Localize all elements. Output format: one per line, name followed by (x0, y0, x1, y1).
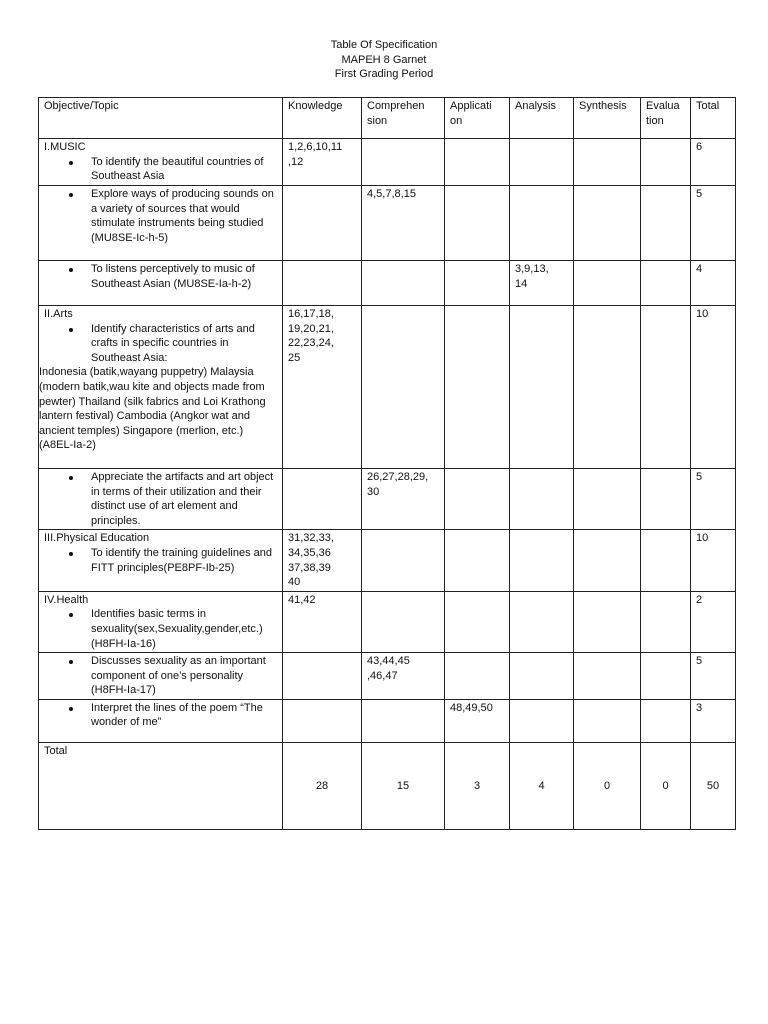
synthesis-cell (574, 139, 641, 186)
knowledge-cell (283, 185, 362, 260)
table-row (39, 305, 736, 468)
row-total-cell: 4 (691, 260, 736, 305)
title-line-3: First Grading Period (334, 68, 434, 80)
header-synthesis: Synthesis (574, 98, 641, 139)
evaluation-cell (641, 468, 691, 529)
objective-cell (39, 305, 283, 468)
knowledge-cell: 41,42 (283, 591, 362, 652)
section-heading: I.MUSIC (44, 141, 86, 154)
knowledge-cell (283, 699, 362, 742)
objective-detail: Indonesia (batik,wayang puppetry) Malaysia (modern batik,wau kite and objects made from pewter) Thailand (silk fabrics and Loi Krathong lantern festival) Cambodia (Angkor wat and ancient temples) Singapore (merlion, etc.) (A8EL-Ia-2) (39, 366, 266, 452)
objective-cell (39, 653, 283, 700)
application-cell (445, 530, 510, 591)
totals-total: 50 (691, 742, 736, 829)
comprehension-cell (362, 591, 445, 652)
row-total-cell: 5 (691, 653, 736, 700)
header-comprehension: Comprehen sion (362, 98, 445, 139)
objective-cell (39, 468, 283, 529)
objective-cell (39, 185, 283, 260)
table-row (39, 591, 736, 652)
objective-item: Appreciate the artifacts and art object in terms of their utilization and their distinct use of art element and principles. (91, 470, 277, 528)
evaluation-cell (641, 260, 691, 305)
synthesis-cell (574, 305, 641, 468)
totals-label: Total (39, 742, 283, 829)
objective-cell (39, 591, 283, 652)
synthesis-cell (574, 260, 641, 305)
objective-item: To listens perceptively to music of Southeast Asian (MU8SE-Ia-h-2) (91, 262, 277, 291)
row-total-cell: 5 (691, 468, 736, 529)
objective-list (44, 607, 277, 651)
totals-knowledge: 28 (283, 742, 362, 829)
table-row (39, 699, 736, 742)
comprehension-cell: 26,27,28,29, 30 (362, 468, 445, 529)
header-analysis: Analysis (510, 98, 574, 139)
analysis-cell (510, 699, 574, 742)
title-line-2: MAPEH 8 Garnet (341, 53, 427, 66)
table-row (39, 653, 736, 700)
application-cell (445, 305, 510, 468)
table-row (39, 530, 736, 591)
objective-list (44, 262, 277, 291)
objective-cell (39, 260, 283, 305)
totals-row (39, 742, 736, 829)
synthesis-cell (574, 530, 641, 591)
objective-list (44, 470, 277, 528)
comprehension-cell (362, 139, 445, 186)
objective-cell (39, 530, 283, 591)
objective-list (44, 155, 277, 184)
knowledge-cell (283, 260, 362, 305)
objective-item: To identify the training guidelines and FITT principles(PE8PF-Ib-25) (91, 546, 277, 575)
synthesis-cell (574, 699, 641, 742)
row-total-cell: 5 (691, 185, 736, 260)
application-cell (445, 468, 510, 529)
comprehension-cell (362, 530, 445, 591)
row-total-cell: 6 (691, 139, 736, 186)
comprehension-cell: 43,44,45 ,46,47 (362, 653, 445, 700)
objective-list (44, 546, 277, 575)
evaluation-cell (641, 530, 691, 591)
analysis-cell (510, 185, 574, 260)
title-line-1: Table Of Specification (330, 39, 438, 51)
evaluation-cell (641, 591, 691, 652)
table-row (39, 468, 736, 529)
application-cell (445, 653, 510, 700)
objective-item: Discusses sexuality as an important component of one’s personality (H8FH-Ia-17) (91, 654, 277, 698)
application-cell (445, 260, 510, 305)
evaluation-cell (641, 305, 691, 468)
row-total-cell: 10 (691, 530, 736, 591)
objective-list (44, 701, 277, 730)
synthesis-cell (574, 591, 641, 652)
application-cell (445, 139, 510, 186)
table-row (39, 260, 736, 305)
evaluation-cell (641, 653, 691, 700)
comprehension-cell (362, 305, 445, 468)
analysis-cell (510, 305, 574, 468)
header-row (39, 98, 736, 139)
objective-item: Interpret the lines of the poem “The wonder of me” (91, 701, 277, 730)
totals-synthesis: 0 (574, 742, 641, 829)
objective-list (44, 322, 277, 366)
knowledge-cell: 16,17,18, 19,20,21, 22,23,24, 25 (283, 305, 362, 468)
knowledge-cell: 1,2,6,10,11 ,12 (283, 139, 362, 186)
document-title (0, 38, 768, 82)
synthesis-cell (574, 653, 641, 700)
objective-item: Identify characteristics of arts and crafts in specific countries in Southeast Asia: (91, 322, 277, 366)
knowledge-cell (283, 468, 362, 529)
totals-comprehension: 15 (362, 742, 445, 829)
analysis-cell (510, 139, 574, 186)
table-row (39, 139, 736, 186)
section-heading: II.Arts (44, 307, 73, 320)
header-total: Total (691, 98, 736, 139)
totals-analysis: 4 (510, 742, 574, 829)
totals-application: 3 (445, 742, 510, 829)
objective-cell (39, 699, 283, 742)
analysis-cell (510, 653, 574, 700)
header-knowledge: Knowledge (283, 98, 362, 139)
analysis-cell: 3,9,13, 14 (510, 260, 574, 305)
section-heading: IV.Health (44, 593, 89, 606)
section-heading: III.Physical Education (44, 532, 150, 545)
objective-item: Identifies basic terms in sexuality(sex,Sexuality,gender,etc.) (H8FH-Ia-16) (91, 607, 277, 651)
specification-table (38, 97, 736, 830)
analysis-cell (510, 468, 574, 529)
header-objective: Objective/Topic (39, 98, 283, 139)
header-application: Applicati on (445, 98, 510, 139)
header-evaluation: Evalua tion (641, 98, 691, 139)
objective-list (44, 187, 277, 245)
evaluation-cell (641, 139, 691, 186)
objective-list (44, 654, 277, 698)
application-cell: 48,49,50 (445, 699, 510, 742)
knowledge-cell: 31,32,33, 34,35,36 37,38,39 40 (283, 530, 362, 591)
objective-cell (39, 139, 283, 186)
comprehension-cell (362, 699, 445, 742)
evaluation-cell (641, 699, 691, 742)
row-total-cell: 10 (691, 305, 736, 468)
evaluation-cell (641, 185, 691, 260)
objective-item: Explore ways of producing sounds on a variety of sources that would stimulate instruments being studied (MU8SE-Ic-h-5) (91, 187, 277, 245)
knowledge-cell (283, 653, 362, 700)
application-cell (445, 185, 510, 260)
row-total-cell: 3 (691, 699, 736, 742)
application-cell (445, 591, 510, 652)
row-total-cell: 2 (691, 591, 736, 652)
analysis-cell (510, 530, 574, 591)
comprehension-cell (362, 260, 445, 305)
comprehension-cell: 4,5,7,8,15 (362, 185, 445, 260)
synthesis-cell (574, 185, 641, 260)
analysis-cell (510, 591, 574, 652)
objective-item: To identify the beautiful countries of Southeast Asia (91, 155, 277, 184)
table-row (39, 185, 736, 260)
synthesis-cell (574, 468, 641, 529)
totals-evaluation: 0 (641, 742, 691, 829)
